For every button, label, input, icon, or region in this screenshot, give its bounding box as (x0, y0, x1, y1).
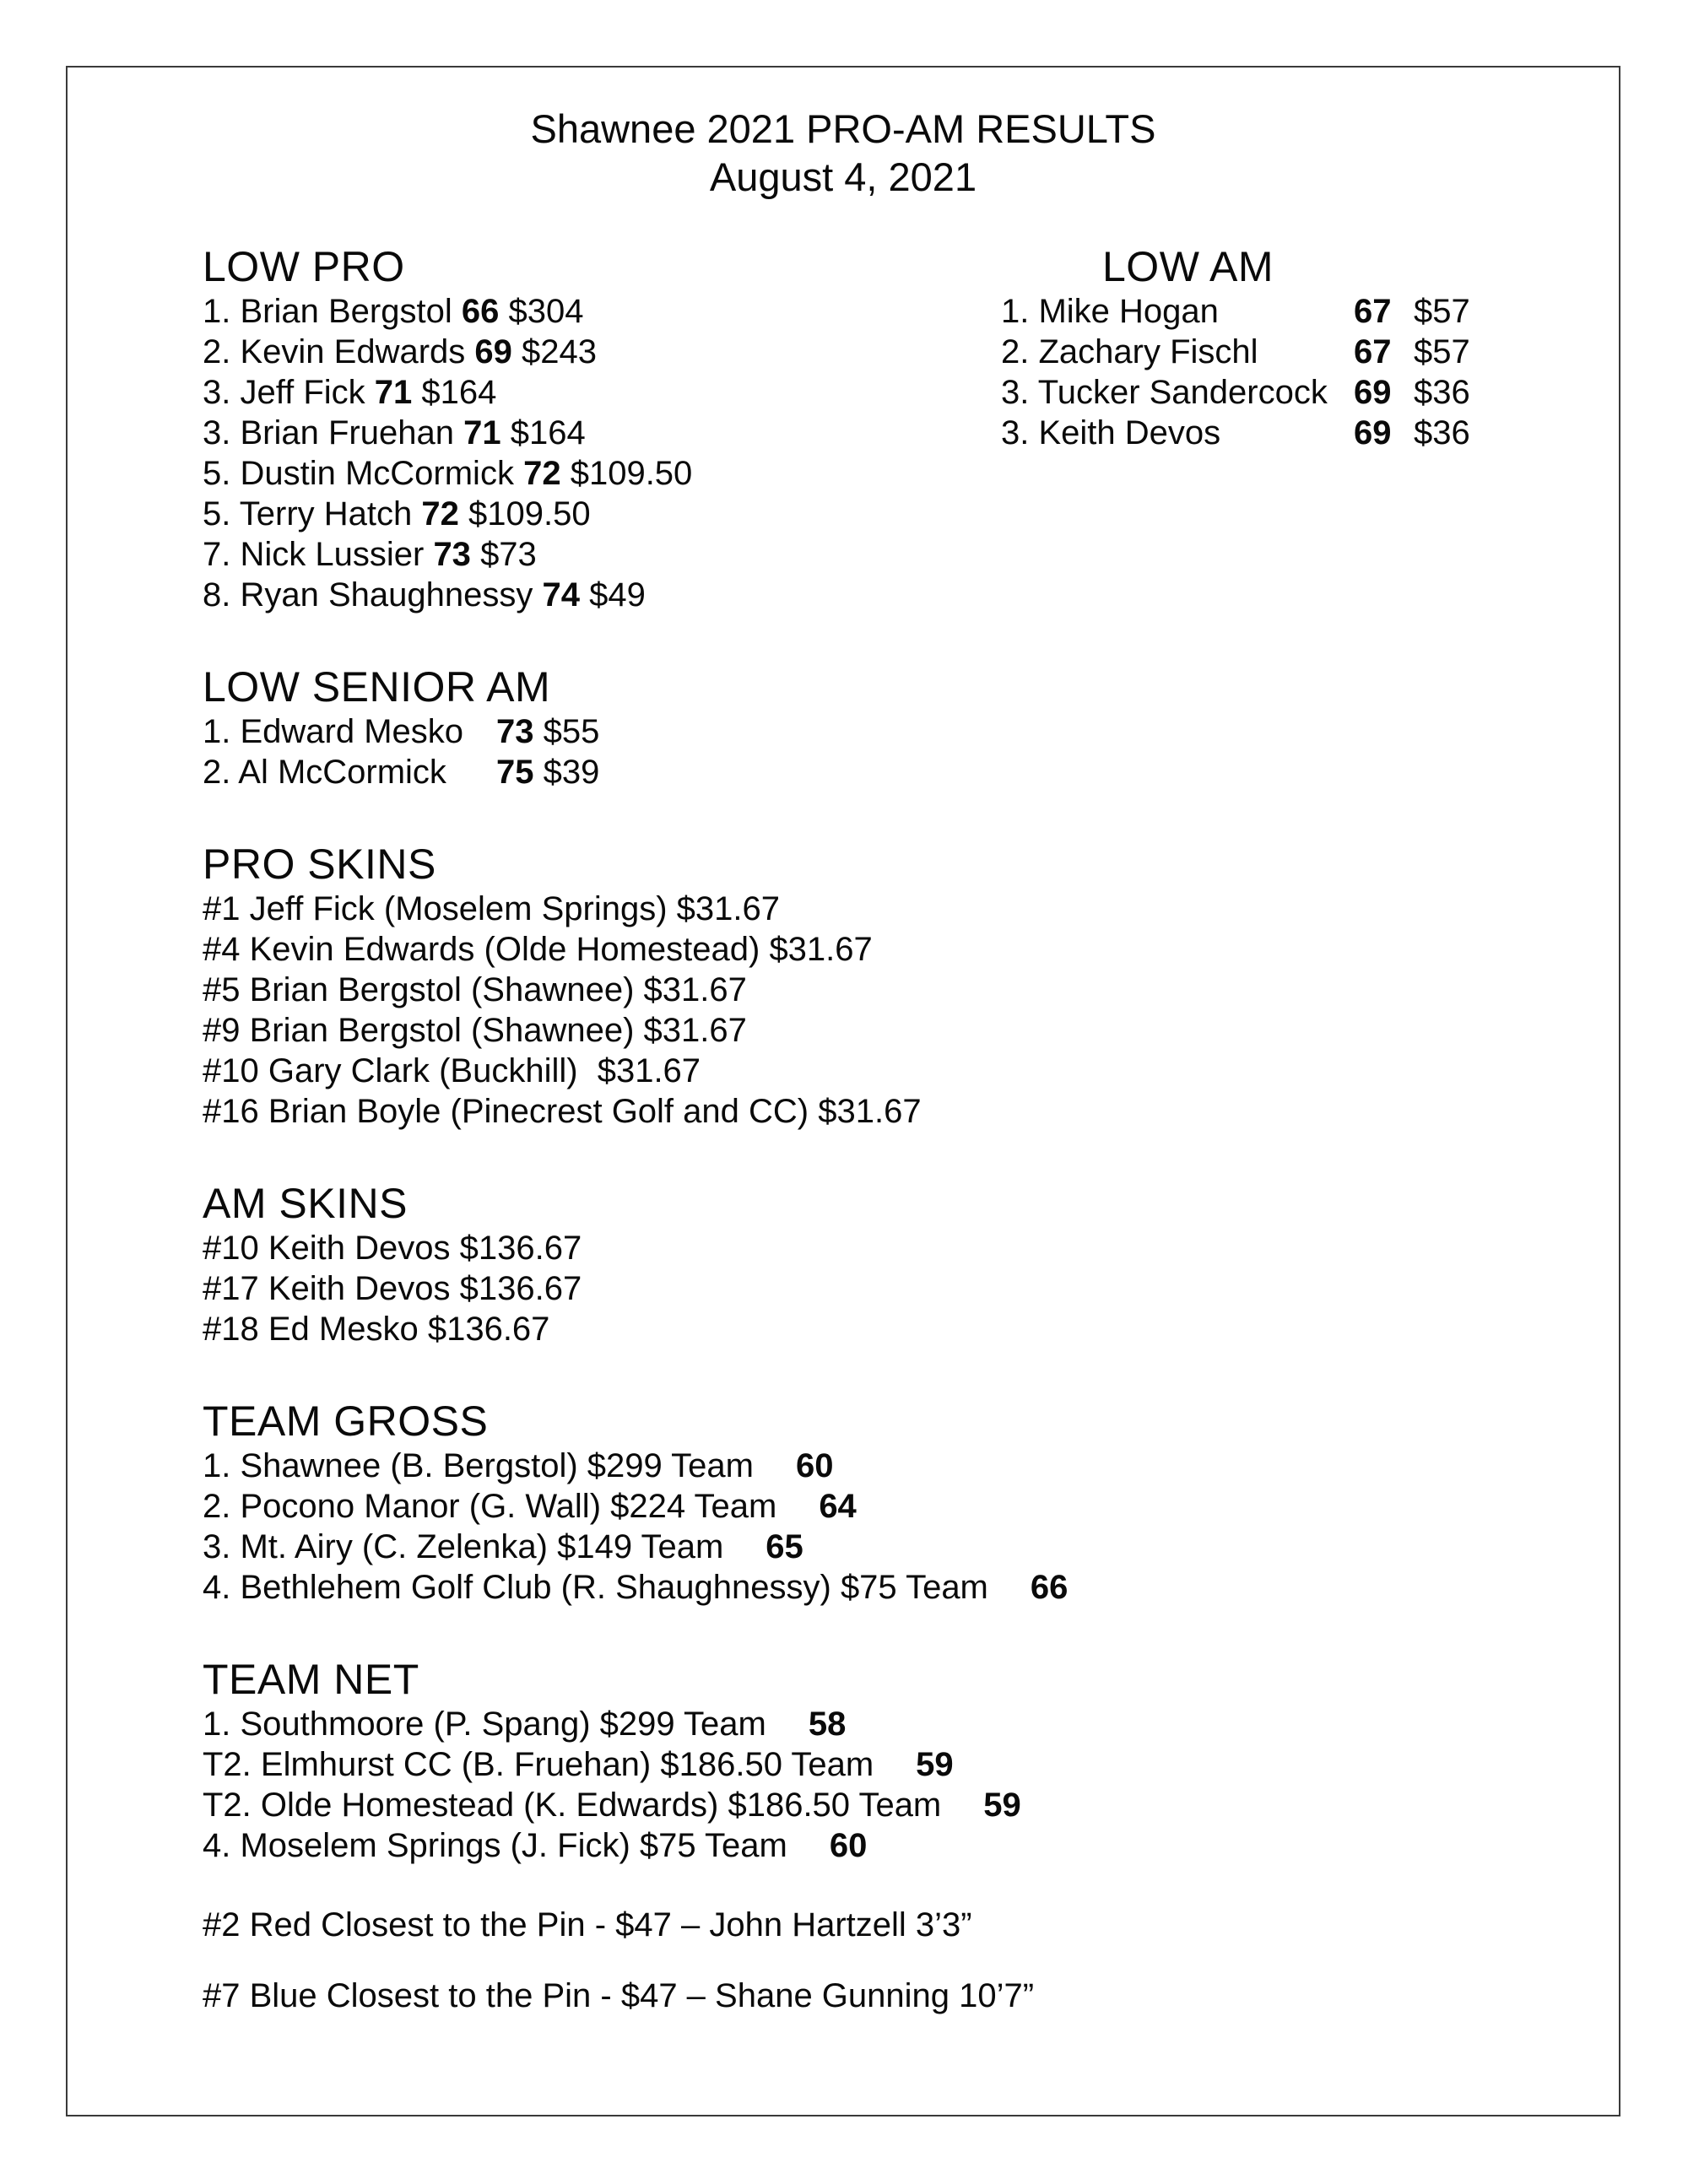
low-pro-entry (203, 494, 1519, 534)
team-net-entry (203, 1744, 1519, 1785)
player-name: 2. Al McCormick (203, 754, 446, 791)
skin-label: #1 Jeff Fick (Moselem Springs) (203, 890, 668, 927)
skin-label: #16 Brian Boyle (Pinecrest Golf and CC) (203, 1093, 809, 1130)
low-pro-entry (203, 332, 1519, 372)
page-title: Shawnee 2021 PRO-AM RESULTS (530, 106, 1156, 151)
prize-money: $55 (543, 713, 600, 750)
skin-label: #17 Keith Devos (203, 1270, 451, 1307)
closest-to-pin-red: #2 Red Closest to the Pin - $47 – John Hartzell 3’3” (203, 1906, 972, 1943)
prize-money: $164 (421, 374, 497, 411)
score: 69 (1354, 414, 1392, 451)
pro-skins-entry (203, 1051, 1519, 1091)
team-net-heading: TEAM NET (203, 1656, 419, 1703)
closest-to-pin-blue: #7 Blue Closest to the Pin - $47 – Shane Gunning 10’7” (203, 1977, 1035, 2014)
team-net-entry (203, 1785, 1519, 1825)
player-name: 1. Edward Mesko (203, 713, 464, 750)
team-score: 65 (766, 1528, 803, 1565)
skin-label: #18 Ed Mesko (203, 1311, 419, 1348)
player-name: 8. Ryan Shaughnessy (203, 576, 533, 614)
player-name: 2. Zachary Fischl (1001, 333, 1258, 370)
low-senior-am-entry (203, 711, 1519, 752)
player-name: 5. Terry Hatch (203, 495, 413, 532)
score: 71 (463, 414, 501, 451)
pro-skins-entry (203, 889, 1519, 929)
player-name: 7. Nick Lussier (203, 536, 425, 573)
low-pro-entry (203, 534, 1519, 575)
player-name: 5. Dustin McCormick (203, 455, 514, 492)
low-senior-am-entry (203, 752, 1519, 792)
score: 75 (496, 754, 534, 791)
team-gross-entry (203, 1486, 1519, 1527)
pro-skins-entry (203, 970, 1519, 1010)
team-net-entry (203, 1825, 1519, 1866)
team-score: 58 (808, 1706, 847, 1743)
page-date: August 4, 2021 (709, 154, 977, 199)
skin-amount: $31.67 (643, 971, 747, 1008)
team-score: 59 (916, 1746, 954, 1783)
team-score: 64 (819, 1488, 857, 1525)
prize-money: $304 (508, 293, 584, 330)
player-name: 2. Kevin Edwards (203, 333, 466, 370)
skin-label: #10 Keith Devos (203, 1230, 451, 1267)
skin-label: #9 Brian Bergstol (Shawnee) (203, 1012, 635, 1049)
team-score: 60 (795, 1447, 834, 1484)
low-pro-entry (203, 413, 1519, 453)
pro-skins-heading: PRO SKINS (203, 841, 436, 888)
page-border-frame (66, 66, 1620, 2116)
pro-skins-entry (203, 929, 1519, 970)
score: 74 (542, 576, 580, 614)
team-net-section (203, 1655, 1519, 1866)
team-label: 1. Shawnee (B. Bergstol) $299 Team (203, 1447, 754, 1484)
prize-money: $49 (589, 576, 646, 614)
prize-money: $109.50 (468, 495, 591, 532)
skin-label: #5 Brian Bergstol (Shawnee) (203, 971, 635, 1008)
am-skins-section (203, 1179, 1519, 1349)
am-skins-entry (203, 1228, 1519, 1268)
player-name: 3. Brian Fruehan (203, 414, 454, 451)
pro-skins-entry (203, 1010, 1519, 1051)
low-pro-section (203, 242, 1519, 615)
skin-amount: $31.67 (818, 1093, 922, 1130)
team-score: 59 (983, 1787, 1021, 1824)
main-results-column (203, 242, 1519, 2016)
prize-money: $36 (1414, 414, 1470, 451)
skin-amount: $31.67 (769, 931, 873, 968)
pro-skins-section (203, 840, 1519, 1132)
am-skins-entry (203, 1309, 1519, 1349)
score: 71 (374, 374, 413, 411)
score: 69 (1354, 374, 1392, 411)
skin-amount: $136.67 (459, 1230, 582, 1267)
low-pro-heading: LOW PRO (203, 243, 405, 290)
team-label: 4. Bethlehem Golf Club (R. Shaughnessy) $75 Team (203, 1569, 988, 1606)
team-label: 3. Mt. Airy (C. Zelenka) $149 Team (203, 1528, 724, 1565)
player-name: 3. Jeff Fick (203, 374, 365, 411)
player-name: 1. Brian Bergstol (203, 293, 452, 330)
prize-money: $39 (543, 754, 600, 791)
pro-skins-entry (203, 1091, 1519, 1132)
prize-money: $57 (1414, 333, 1470, 370)
team-gross-entry (203, 1446, 1519, 1486)
low-senior-am-section (203, 662, 1519, 792)
team-label: 4. Moselem Springs (J. Fick) $75 Team (203, 1827, 787, 1864)
document-header (68, 105, 1619, 201)
player-name: 3. Tucker Sandercock (1001, 374, 1328, 411)
skin-label: #10 Gary Clark (Buckhill) (203, 1052, 578, 1089)
score: 69 (474, 333, 512, 370)
team-label: 2. Pocono Manor (G. Wall) $224 Team (203, 1488, 777, 1525)
low-senior-am-heading: LOW SENIOR AM (203, 663, 551, 711)
score: 73 (496, 713, 534, 750)
team-gross-heading: TEAM GROSS (203, 1397, 489, 1445)
team-score: 60 (829, 1827, 868, 1864)
skin-amount: $31.67 (597, 1052, 701, 1089)
low-pro-entry (203, 372, 1519, 413)
prize-money: $164 (510, 414, 586, 451)
skin-amount: $31.67 (676, 890, 781, 927)
skin-amount: $31.67 (643, 1012, 747, 1049)
team-label: T2. Olde Homestead (K. Edwards) $186.50 Team (203, 1787, 942, 1824)
score: 67 (1354, 293, 1392, 330)
team-label: 1. Southmoore (P. Spang) $299 Team (203, 1706, 766, 1743)
low-am-heading: LOW AM (1102, 243, 1274, 290)
prize-money: $57 (1414, 293, 1470, 330)
skin-label: #4 Kevin Edwards (Olde Homestead) (203, 931, 760, 968)
score: 72 (523, 455, 561, 492)
player-name: 1. Mike Hogan (1001, 293, 1219, 330)
score: 67 (1354, 333, 1392, 370)
score: 66 (461, 293, 500, 330)
team-score: 66 (1030, 1569, 1069, 1606)
prize-money: $243 (522, 333, 598, 370)
score: 73 (433, 536, 471, 573)
low-pro-entry (203, 575, 1519, 615)
am-skins-heading: AM SKINS (203, 1180, 408, 1227)
prize-money: $109.50 (570, 455, 693, 492)
team-gross-entry (203, 1527, 1519, 1567)
prize-money: $36 (1414, 374, 1470, 411)
skin-amount: $136.67 (427, 1311, 550, 1348)
player-name: 3. Keith Devos (1001, 414, 1221, 451)
score: 72 (421, 495, 459, 532)
team-net-entry (203, 1704, 1519, 1744)
team-gross-entry (203, 1567, 1519, 1608)
low-pro-entry (203, 291, 1519, 332)
am-skins-entry (203, 1268, 1519, 1309)
team-gross-section (203, 1397, 1519, 1608)
team-label: T2. Elmhurst CC (B. Fruehan) $186.50 Team (203, 1746, 874, 1783)
prize-money: $73 (480, 536, 537, 573)
low-pro-entry (203, 453, 1519, 494)
skin-amount: $136.67 (459, 1270, 582, 1307)
